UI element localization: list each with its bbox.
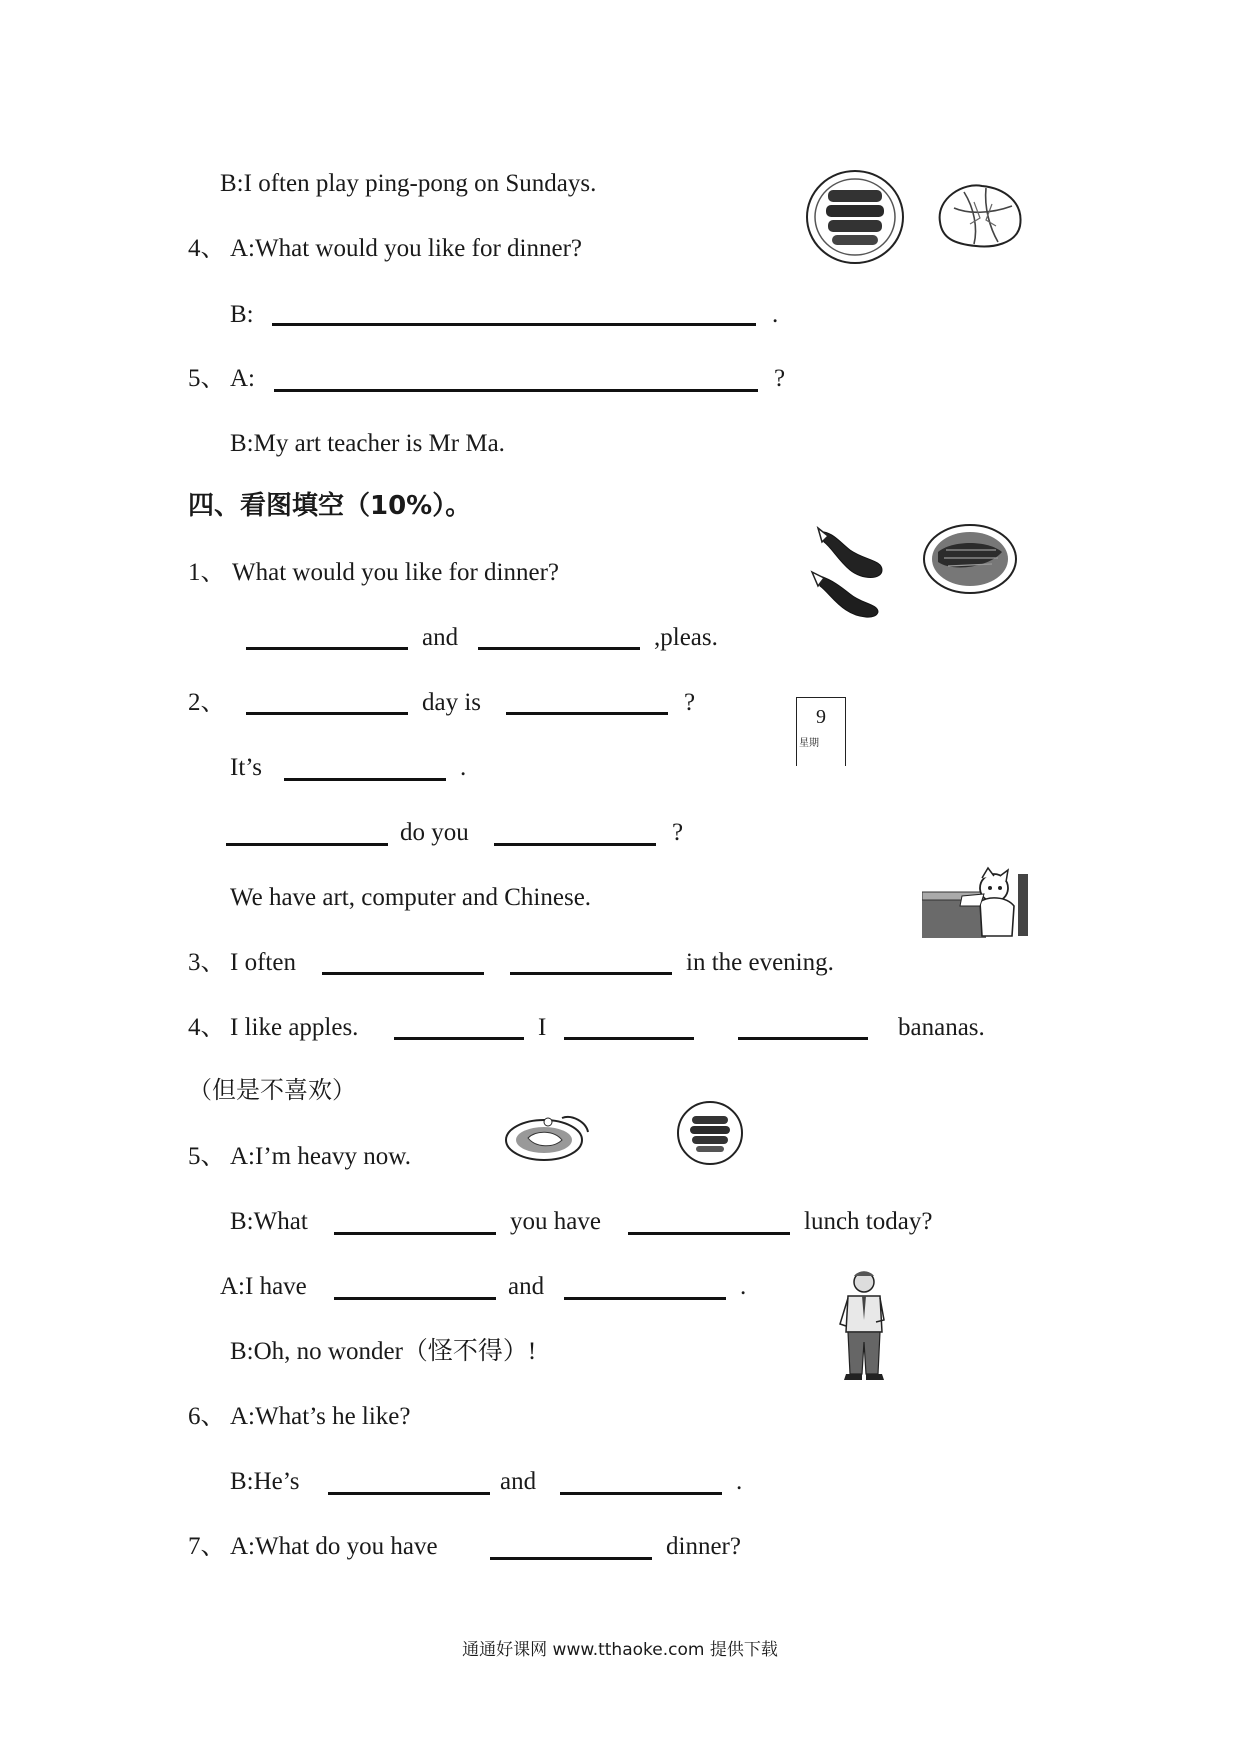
s4-q2-blank-1[interactable] bbox=[246, 712, 408, 715]
s4-q5-number: 5、 bbox=[188, 1143, 226, 1170]
s4-q4-blank-3[interactable] bbox=[738, 1037, 868, 1040]
s4-q2-blank-4[interactable] bbox=[226, 843, 388, 846]
eggplants-icon bbox=[806, 524, 904, 618]
q4-answer-blank[interactable] bbox=[272, 323, 756, 326]
s4-q5-b-what: B:What bbox=[230, 1208, 308, 1235]
s4-q6-a: A:What’s he like? bbox=[230, 1403, 411, 1430]
q5-number: 5、 bbox=[188, 365, 226, 392]
s4-q2-its: It’s bbox=[230, 754, 262, 781]
s4-q4-text: I like apples. bbox=[230, 1014, 359, 1041]
s4-q6-b-hes: B:He’s bbox=[230, 1468, 300, 1495]
s4-q3-blank-2[interactable] bbox=[510, 972, 672, 975]
s4-q3-blank-1[interactable] bbox=[322, 972, 484, 975]
s4-q2-number: 2、 bbox=[188, 689, 226, 716]
s4-q6-and: and bbox=[500, 1468, 537, 1495]
s4-q1-end: ,pleas. bbox=[654, 624, 718, 651]
s4-q7-blank[interactable] bbox=[490, 1557, 652, 1560]
s4-q3-number: 3、 bbox=[188, 949, 226, 976]
s4-q4-blank-2[interactable] bbox=[564, 1037, 694, 1040]
fish-plate-icon bbox=[922, 522, 1018, 596]
s4-q2-do-you: do you bbox=[400, 819, 469, 846]
s4-q5-blank-4[interactable] bbox=[564, 1297, 726, 1300]
q4-question-a: A:What would you like for dinner? bbox=[230, 235, 582, 262]
s4-q3-end: in the evening. bbox=[686, 949, 834, 976]
s4-q4-hint: （但是不喜欢） bbox=[188, 1076, 356, 1104]
s4-q4-end: bananas. bbox=[898, 1014, 985, 1041]
plate-of-fish-icon bbox=[804, 168, 906, 266]
s4-q4-blank-1[interactable] bbox=[394, 1037, 524, 1040]
s4-q7-a: A:What do you have bbox=[230, 1533, 438, 1560]
s4-q5-a-i-have: A:I have bbox=[220, 1273, 307, 1300]
s4-q2-question-mark-2: ? bbox=[672, 819, 684, 846]
s4-q5-lunch: lunch today? bbox=[804, 1208, 933, 1235]
s4-q5-a: A:I’m heavy now. bbox=[230, 1143, 411, 1170]
s4-q7-number: 7、 bbox=[188, 1533, 226, 1560]
s4-q5-blank-3[interactable] bbox=[334, 1297, 496, 1300]
s4-q6-blank-1[interactable] bbox=[328, 1492, 490, 1495]
section4-heading: 四、看图填空（10%）。 bbox=[188, 491, 472, 521]
s4-q5-blank-1[interactable] bbox=[334, 1232, 496, 1235]
q4-period: . bbox=[772, 301, 779, 328]
s4-q7-end: dinner? bbox=[666, 1533, 741, 1560]
calendar-icon bbox=[796, 697, 846, 766]
student-at-desk-icon bbox=[922, 866, 1034, 938]
q4-answer-b-label: B: bbox=[230, 301, 254, 328]
s4-q5-blank-2[interactable] bbox=[628, 1232, 790, 1235]
cabbage-icon bbox=[934, 178, 1026, 250]
s4-q2-blank-2[interactable] bbox=[506, 712, 668, 715]
calendar-number: 9 bbox=[816, 706, 826, 728]
q5-question-a-label: A: bbox=[230, 365, 255, 392]
s4-q1-blank-2[interactable] bbox=[478, 647, 640, 650]
s4-q3-i-often: I often bbox=[230, 949, 296, 976]
q5-question-blank[interactable] bbox=[274, 389, 758, 392]
s4-q6-period: . bbox=[736, 1468, 743, 1495]
q5-question-mark: ? bbox=[774, 365, 786, 392]
fish-plate-small-icon bbox=[676, 1100, 744, 1166]
q3-answer-b: B:I often play ping-pong on Sundays. bbox=[220, 170, 597, 197]
s4-q1-and: and bbox=[422, 624, 459, 651]
s4-q2-question-mark: ? bbox=[684, 689, 696, 716]
s4-q2-period: . bbox=[460, 754, 467, 781]
s4-q4-number: 4、 bbox=[188, 1014, 226, 1041]
s4-q2-day-is: day is bbox=[422, 689, 482, 716]
s4-q5-you-have: you have bbox=[510, 1208, 601, 1235]
page-footer: 通通好课网 www.tthaoke.com 提供下载 bbox=[462, 1640, 778, 1660]
s4-q5-period: . bbox=[740, 1273, 747, 1300]
s4-q2-blank-5[interactable] bbox=[494, 843, 656, 846]
calendar-label: 星期 bbox=[799, 738, 819, 749]
s4-q1-blank-1[interactable] bbox=[246, 647, 408, 650]
q5-answer-b: B:My art teacher is Mr Ma. bbox=[230, 430, 505, 457]
s4-q6-blank-2[interactable] bbox=[560, 1492, 722, 1495]
s4-q1-question: What would you like for dinner? bbox=[232, 559, 559, 586]
s4-q4-i: I bbox=[538, 1014, 547, 1041]
man-standing-icon bbox=[838, 1270, 890, 1380]
s4-q5-b-no-wonder: B:Oh, no wonder（怪不得）! bbox=[230, 1338, 537, 1365]
s4-q5-and: and bbox=[508, 1273, 545, 1300]
s4-q1-number: 1、 bbox=[188, 559, 226, 586]
s4-q2-answer: We have art, computer and Chinese. bbox=[230, 884, 592, 911]
q4-number: 4、 bbox=[188, 235, 226, 262]
s4-q2-blank-3[interactable] bbox=[284, 778, 446, 781]
rice-bowl-icon bbox=[502, 1112, 592, 1164]
s4-q6-number: 6、 bbox=[188, 1403, 226, 1430]
